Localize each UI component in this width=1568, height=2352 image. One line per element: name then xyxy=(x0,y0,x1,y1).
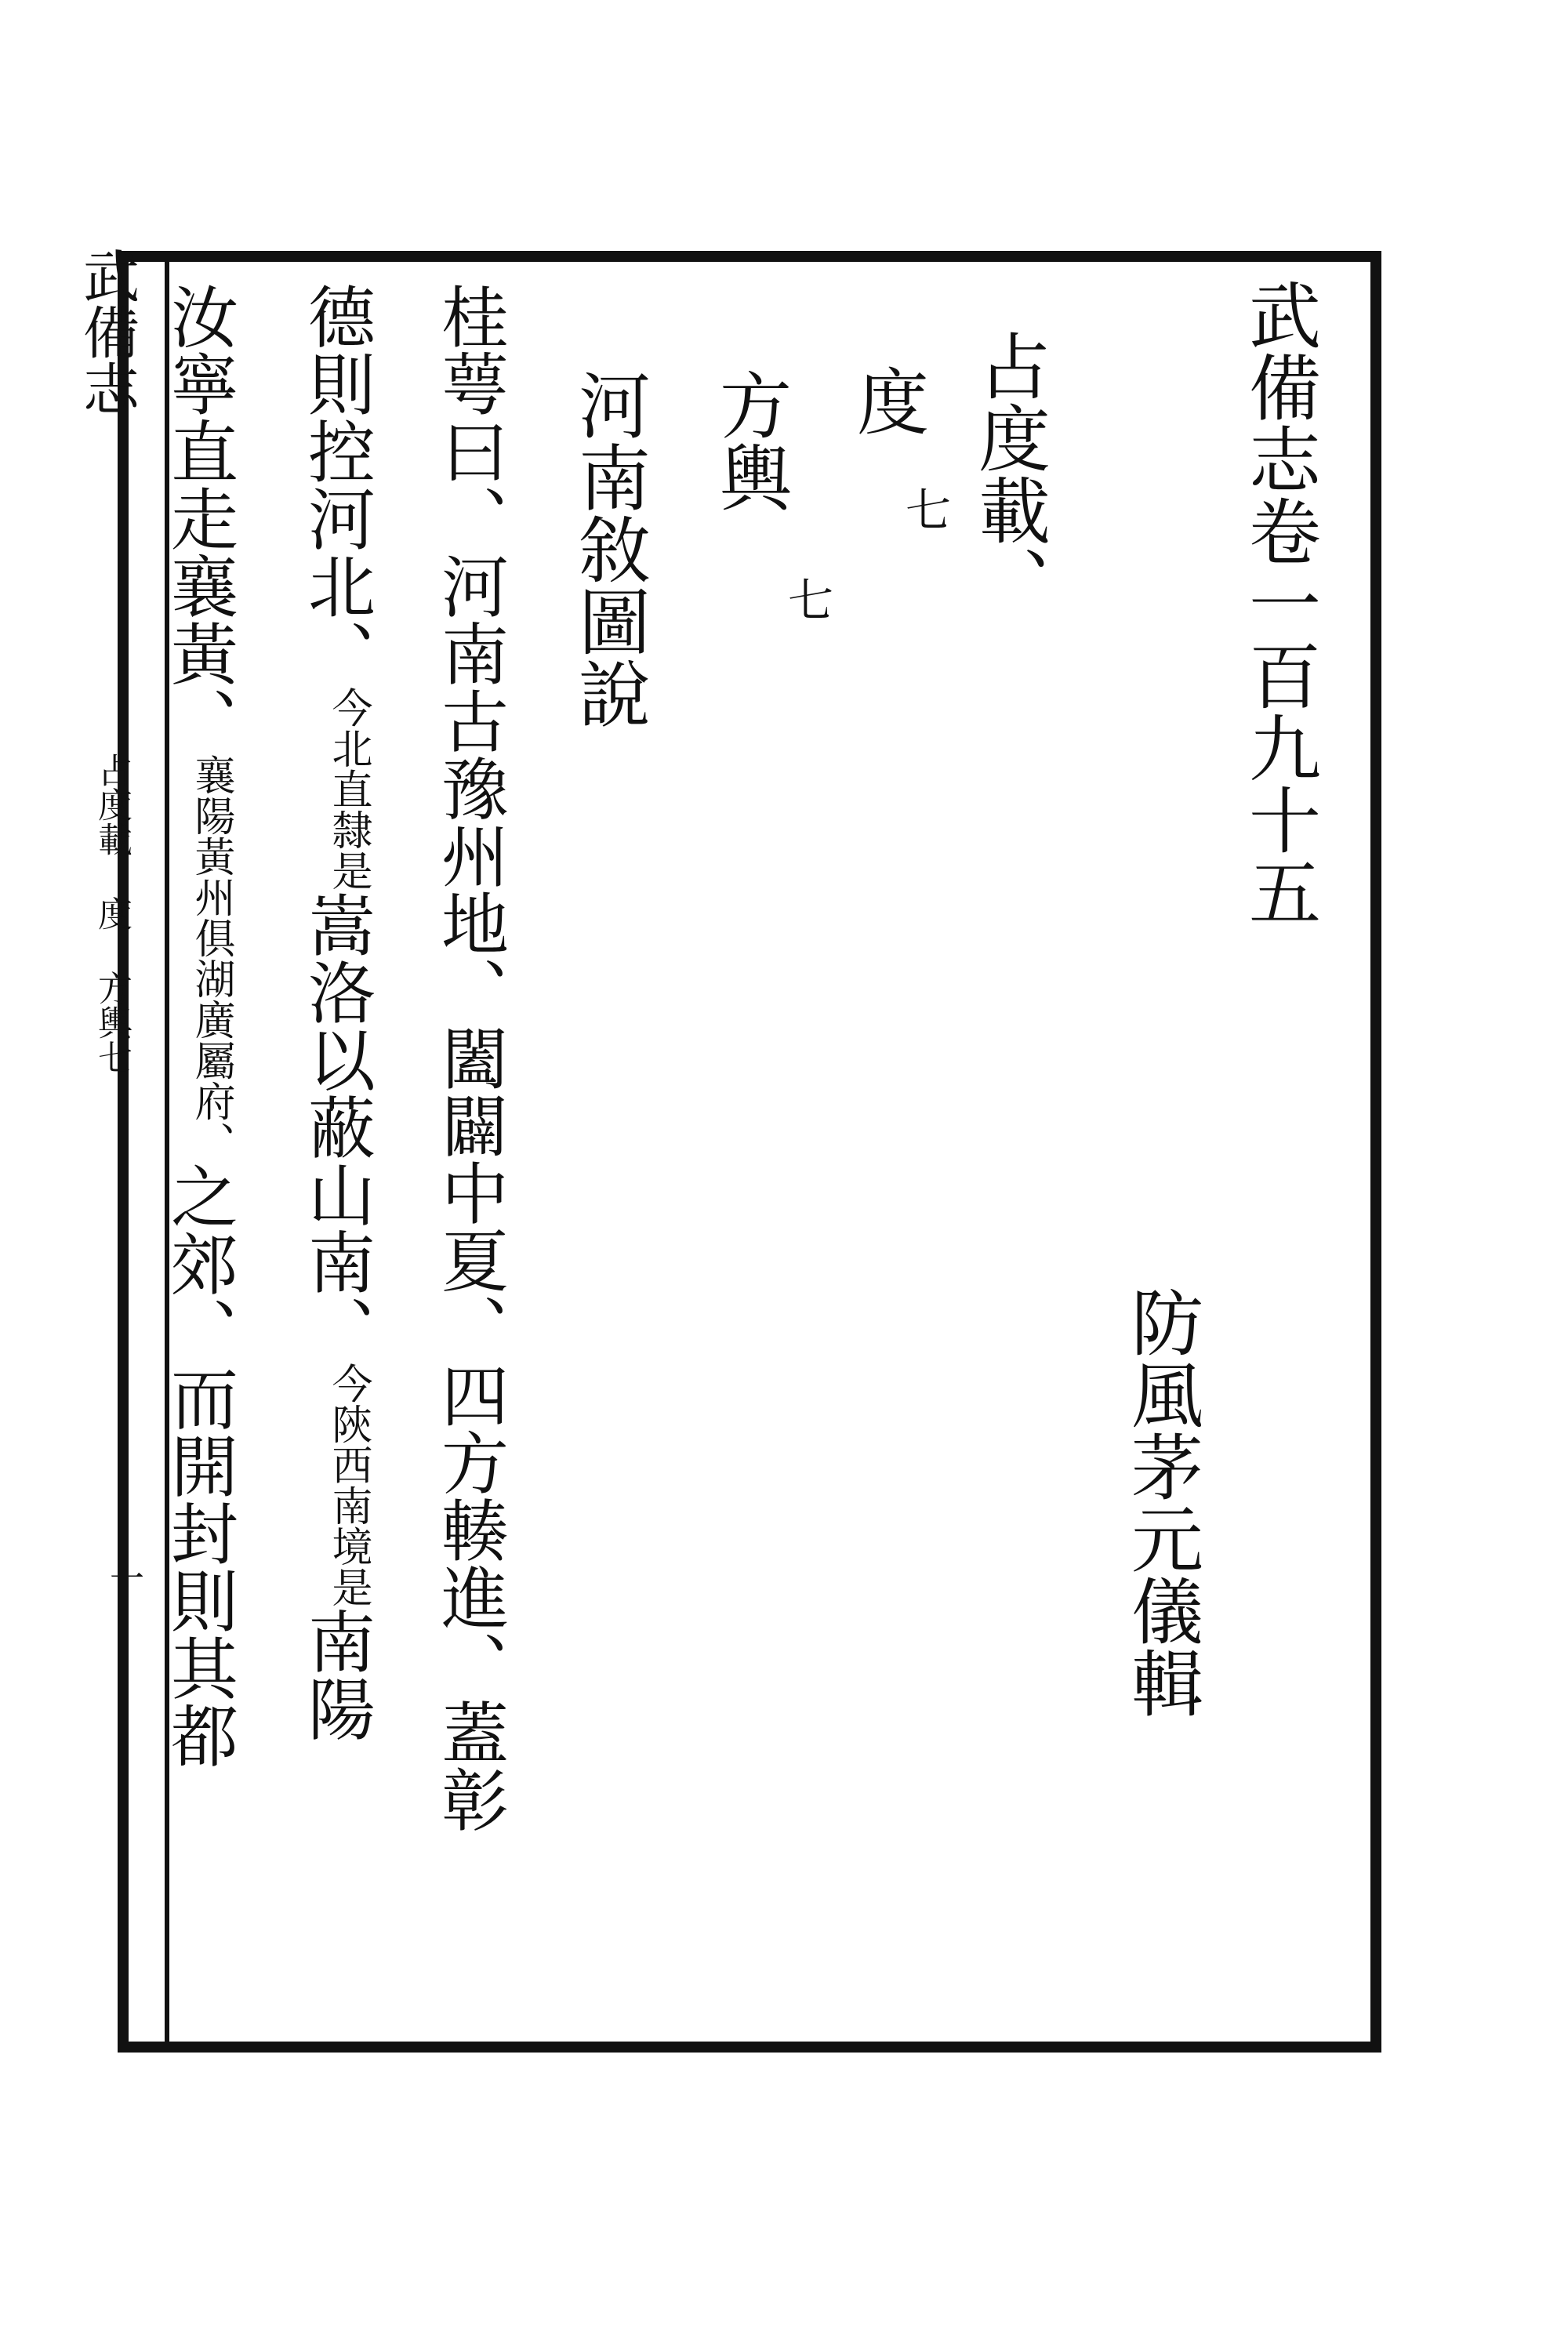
body-text-segment: 嵩洛以蔽山南、 xyxy=(296,891,375,1363)
annotation-note: 今陝西南境是 xyxy=(325,1363,372,1607)
body-text-segment: 汝寧直走襄黃、 xyxy=(159,282,238,754)
folio-number: 一 xyxy=(103,1560,143,1595)
fore-edge-title: 武備志 xyxy=(74,247,140,416)
body-text-segment: 南陽 xyxy=(296,1607,375,1742)
section-heading: 占度載、 xyxy=(967,329,1051,618)
fore-edge-subtitle: 占度載 度 方輿七 xyxy=(92,753,132,1074)
body-text-segment: 德則控河北、 xyxy=(296,282,375,687)
toc-item-label: 度 xyxy=(845,365,929,437)
toc-item-number: 七 xyxy=(780,576,833,622)
toc-item-number: 七 xyxy=(898,486,951,532)
body-text-line: 桂萼曰、河南古豫州地、闔闢中夏、四方輳進、蓋彰 xyxy=(430,282,508,1833)
compiler-credit: 防風茅元儀輯 xyxy=(1120,1286,1203,1719)
body-text-line xyxy=(159,282,238,1769)
body-text-line xyxy=(296,282,375,1742)
annotation-note: 襄陽黃州俱湖廣屬府、 xyxy=(187,754,234,1162)
subsection-heading: 河南敘圖說 xyxy=(567,368,651,729)
annotation-note: 今北直隸是 xyxy=(325,687,372,891)
toc-item-label: 方輿 xyxy=(708,368,792,513)
body-text-segment: 之郊、而開封則其都 xyxy=(159,1162,238,1769)
volume-title: 武備志卷一百九十五 xyxy=(1237,278,1321,927)
